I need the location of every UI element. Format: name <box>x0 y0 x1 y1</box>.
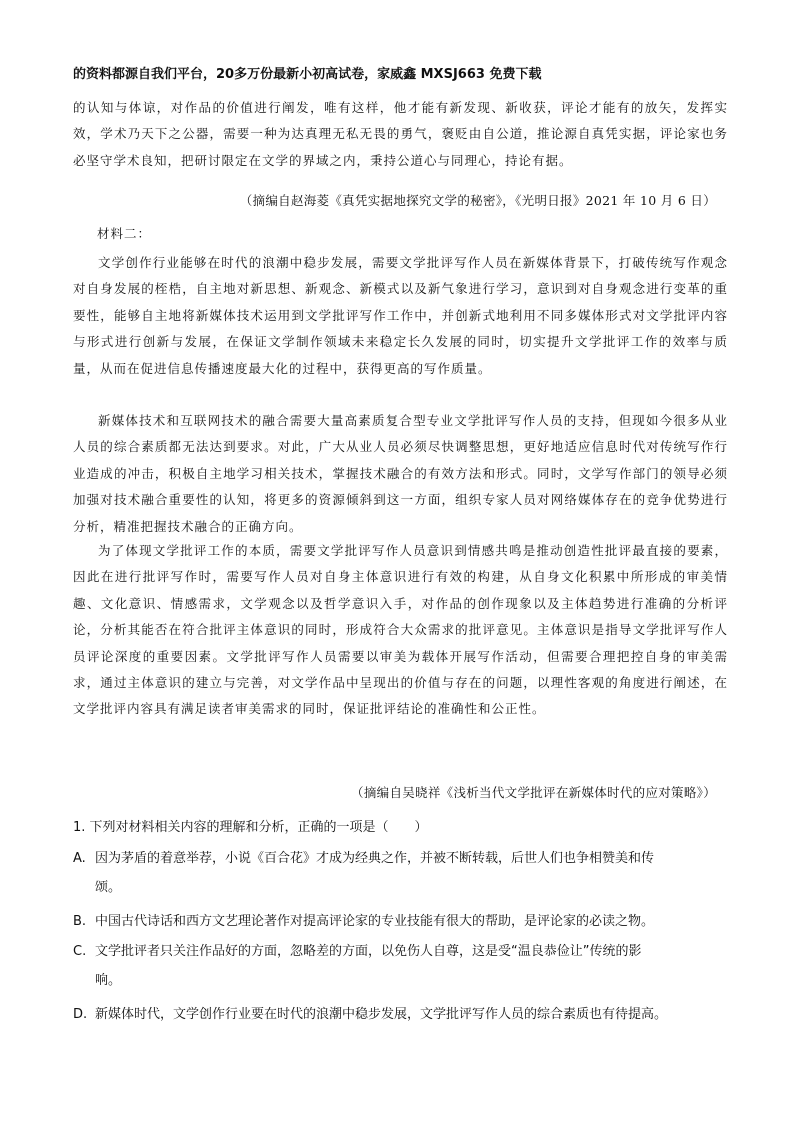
option-text: 文学批评者只关注作品好的方面，忽略差的方面，以免伤人自尊，这是受“温良恭俭让”传统的影 <box>95 944 642 959</box>
option-text-continued: 颂。 <box>95 880 122 895</box>
material1-tail-paragraph: 的认知与体谅，对作品的价值进行阐发，唯有这样，他才能有新发现、新收获，评论才能有的放矢，发挥实效，学术乃天下之公器，需要一种为达真理无私无畏的勇气，褒贬由自公道，推论源自真凭实据，评论家也务必坚守学术良知，把研讨限定在文学的界域之内，秉持公道心与同理心，持论有据。 <box>73 100 728 168</box>
option-letter: A. <box>73 851 86 866</box>
source-citation-1: （摘编自赵海菱《真凭实据地探究文学的秘密》，《光明日报》2021 年 10 月 6 日） <box>239 193 716 208</box>
option-text-continued: 响。 <box>95 973 122 988</box>
option-b[interactable] <box>73 907 733 936</box>
material2-label: 材料二： <box>97 226 152 241</box>
header-banner: 的资料都源自我们平台，20多万份最新小初高试卷，家威鑫 MXSJ663 免费下载 <box>73 67 542 82</box>
option-a[interactable] <box>73 844 733 902</box>
option-letter: B. <box>73 914 87 929</box>
option-c[interactable] <box>73 937 733 995</box>
question-stem: 1. 下列对材料相关内容的理解和分析，正确的一项是（ ） <box>73 820 428 835</box>
option-letter: D. <box>73 1007 88 1022</box>
material2-paragraph-3: 为了体现文学批评工作的本质，需要文学批评写作人员意识到情感共鸣是推动创造性批评最直接的要素，因此在进行批评写作时，需要写作人员对自身主体意识进行有效的构建，从自身文化积累中所形成的审美情趣、文化意识、情感需求，文学观念以及哲学意识入手，对作品的创作现象以及主体趋势进行准确的分析评论，分析其能否在符合批评主体意识的同时，形成符合大众需求的批评意见。主体意识是指导文学批评写作人员评论深度的重要因素。文学批评写作人员需要以审美为载体开展写作活动，但需要合理把控自身的审美需求，通过主体意识的建立与完善，对文学作品中呈现出的价值与存在的问题，以理性客观的角度进行阐述，在文学批评内容具有满足读者审美需求的同时，保证批评结论的准确性和公正性。 <box>73 543 728 717</box>
option-text: 新媒体时代，文学创作行业要在时代的浪潮中稳步发展，文学批评写作人员的综合素质也有待提高。 <box>95 1007 668 1022</box>
option-text: 中国古代诗话和西方文艺理论著作对提高评论家的专业技能有很大的帮助，是评论家的必读之物。 <box>95 914 655 929</box>
source-citation-2: （摘编自吴晓祥《浅析当代文学批评在新媒体时代的应对策略》） <box>351 785 716 800</box>
option-text: 因为茅盾的着意举荐，小说《百合花》才成为经典之作，并被不断转载，后世人们也争相赞美和传 <box>95 851 655 866</box>
option-letter: C. <box>73 944 87 959</box>
option-d[interactable] <box>73 1000 733 1029</box>
material2-paragraph-2: 新媒体技术和互联网技术的融合需要大量高素质复合型专业文学批评写作人员的支持，但现如今很多从业人员的综合素质都无法达到要求。对此，广大从业人员必须尽快调整思想，更好地适应信息时代对传统写作行业造成的冲击，积极自主地学习相关技术，掌握技术融合的有效方法和形式。同时，文学写作部门的领导必须加强对技术融合重要性的认知，将更多的资源倾斜到这一方面，组织专家人员对网络媒体存在的竞争优势进行分析，精准把握技术融合的正确方向。 <box>73 413 728 534</box>
material2-paragraph-1: 文学创作行业能够在时代的浪潮中稳步发展，需要文学批评写作人员在新媒体背景下，打破传统写作观念对自身发展的桎梏，自主地对新思想、新观念、新模式以及新气象进行学习，意识到对自身观念进行变革的重要性，能够自主地将新媒体技术运用到文学批评写作工作中，并创新式地利用不同多媒体形式对文学批评内容与形式进行创新与发展，在保证文学制作领域未来稳定长久发展的同时，切实提升文学批评工作的效率与质量，从而在促进信息传播速度最大化的过程中，获得更高的写作质量。 <box>73 255 728 376</box>
